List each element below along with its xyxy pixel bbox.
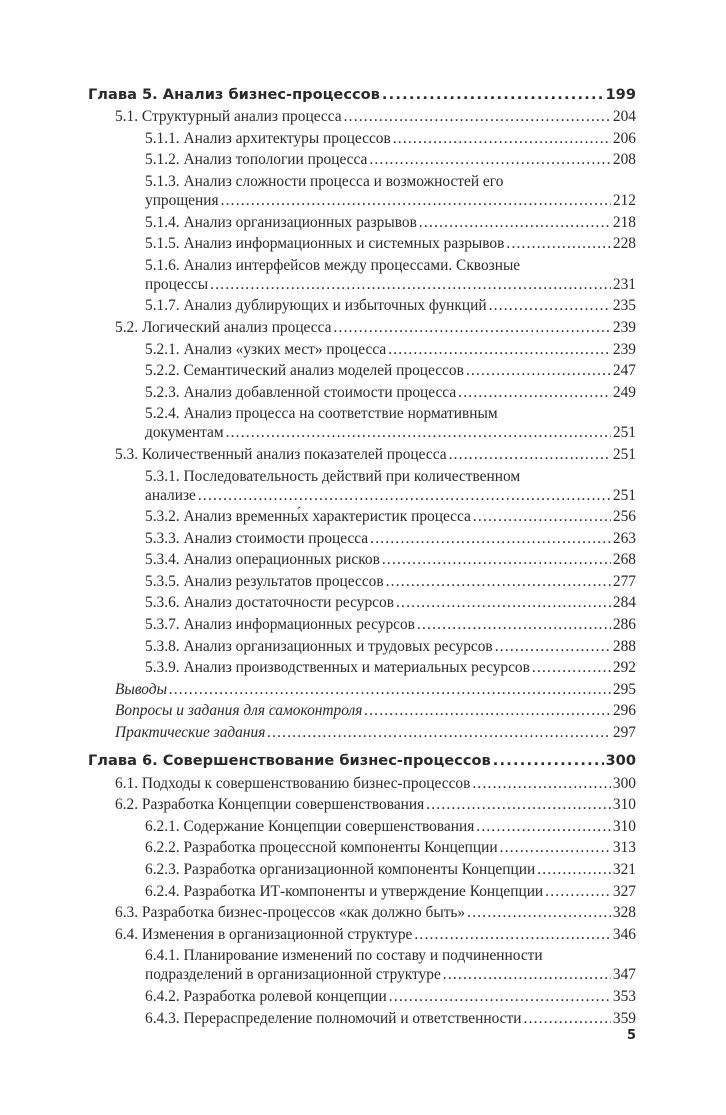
toc-entry-title: 5.2. Логический анализ процесса (115, 318, 332, 336)
toc-entry[interactable] (88, 383, 636, 402)
toc-entry-page: 359 (612, 1009, 636, 1027)
dot-leader (414, 925, 611, 944)
toc-entry[interactable] (88, 637, 636, 656)
toc-entry-page: 346 (612, 925, 636, 943)
dot-leader (449, 445, 611, 464)
toc-entry-title: 6.2. Разработка Концепции совершенствования (115, 796, 425, 814)
toc-entry-page: 206 (612, 129, 636, 147)
toc-entry-page: 327 (612, 882, 636, 900)
toc-entry-page: 300 (605, 752, 636, 770)
dot-leader (417, 615, 611, 634)
dot-leader (506, 234, 611, 253)
toc-entry-title: 6.4.3. Перераспределение полномочий и ответственности (145, 1009, 522, 1027)
dot-leader (495, 637, 611, 656)
toc-entry[interactable] (88, 404, 636, 442)
toc-entry-title: 5.1.2. Анализ топологии процесса (145, 151, 368, 169)
toc-entry-title: Глава 6. Совершенствование бизнес-процессов (88, 752, 491, 770)
dot-leader (221, 191, 611, 210)
dot-leader (344, 107, 611, 126)
toc-entry-page: 268 (612, 551, 636, 569)
toc-entry-page: 235 (612, 297, 636, 315)
toc-entry-page: 277 (612, 572, 636, 590)
toc-entry-page: 204 (612, 108, 636, 126)
toc-entry-title: 5.3.2. Анализ временны́х характеристик процесса (145, 508, 471, 526)
toc-entry[interactable] (88, 550, 636, 569)
toc-entry-title: 5.3.4. Анализ операционных рисков (145, 551, 380, 569)
toc-entry-title: 6.2.1. Содержание Концепции совершенствования (145, 817, 475, 835)
toc-entry[interactable] (88, 615, 636, 634)
toc-entry-title: 5.1. Структурный анализ процесса (115, 108, 342, 126)
toc-entry[interactable] (88, 340, 636, 359)
dot-leader (396, 593, 611, 612)
dot-leader (198, 486, 611, 505)
toc-entry-title: 5.3.5. Анализ результатов процессов (145, 572, 384, 590)
toc-entry-page: 284 (612, 594, 636, 612)
toc-entry-page: 328 (612, 904, 636, 922)
dot-leader (476, 817, 611, 836)
dot-leader (364, 701, 610, 720)
toc-entry-page: 228 (612, 235, 636, 253)
dot-leader (370, 529, 611, 548)
toc-entry[interactable] (88, 658, 636, 677)
toc-entry-page: 251 (612, 445, 636, 463)
dot-leader (169, 680, 611, 699)
toc-entry-page: 313 (612, 839, 636, 857)
toc-entry[interactable] (88, 529, 636, 548)
toc-entry-page: 251 (612, 486, 636, 504)
dot-leader (382, 85, 604, 105)
toc-entry[interactable] (88, 129, 636, 148)
toc-entry-title: 5.3.7. Анализ информационных ресурсов (145, 616, 415, 634)
toc-entry-page: 295 (612, 680, 636, 698)
toc-entry-title: 6.2.3. Разработка организационной компоненты Концепции (145, 861, 536, 878)
toc-entry-title: подразделений в организационной структуре (145, 966, 441, 984)
dot-leader (333, 318, 610, 337)
toc-entry[interactable] (88, 680, 636, 699)
dot-leader (382, 550, 611, 569)
dot-leader (369, 150, 611, 169)
toc-entry[interactable] (88, 701, 636, 720)
toc-entry[interactable] (88, 150, 636, 169)
toc-entry-title-line: 5.1.6. Анализ интерфейсов между процессами. Сквозные (145, 256, 521, 274)
toc-entry[interactable] (88, 723, 636, 742)
toc-entry[interactable] (88, 987, 636, 1006)
toc-entry[interactable] (88, 882, 636, 901)
toc-entry-title-line: 5.1.3. Анализ сложности процесса и возможностей его (145, 172, 504, 190)
toc-entry-title: Практические задания (115, 724, 266, 742)
toc-entry[interactable] (88, 213, 636, 232)
toc-entry-page: 218 (612, 213, 636, 231)
toc-entry-page: 256 (612, 508, 636, 526)
toc-entry-title: 5.1.5. Анализ информационных и системных разрывов (145, 235, 505, 253)
toc-entry-page: 300 (612, 774, 636, 792)
toc-entry-title: 6.4.2. Разработка ролевой концепции (145, 987, 387, 1005)
toc-entry-title-line: 5.2.4. Анализ процесса на соответствие нормативным (145, 405, 498, 423)
toc-entry-title-line: 5.3.1. Последовательность действий при количественном (145, 467, 521, 485)
toc-entry[interactable] (88, 296, 636, 315)
dot-leader (419, 213, 611, 232)
table-of-contents (88, 82, 636, 1028)
toc-entry-title: 5.1.4. Анализ организационных разрывов (145, 213, 417, 231)
toc-entry-title: 5.3.3. Анализ стоимости процесса (145, 529, 369, 547)
toc-entry-page: 247 (612, 362, 636, 380)
toc-entry-title: 5.3.8. Анализ организационных и трудовых ресурсов (145, 637, 493, 655)
toc-entry-page: 239 (612, 340, 636, 358)
toc-entry-title: анализе (145, 486, 196, 504)
toc-entry-page: 310 (612, 817, 636, 835)
dot-leader (489, 296, 611, 315)
toc-entry[interactable] (88, 361, 636, 380)
toc-entry[interactable] (88, 467, 636, 505)
toc-entry-title: документам (145, 424, 224, 442)
toc-entry-title: 5.3.9. Анализ производственных и материальных ресурсов (145, 659, 530, 677)
toc-entry[interactable] (88, 795, 636, 814)
dot-leader (458, 383, 611, 402)
dot-leader (467, 903, 611, 922)
toc-entry[interactable] (88, 946, 636, 984)
toc-entry-title: 5.2.1. Анализ «узких мест» процесса (145, 340, 387, 358)
toc-entry-page: 231 (612, 275, 636, 293)
toc-entry-title: 6.3. Разработка бизнес-процессов «как должно быть» (115, 904, 466, 922)
toc-entry[interactable] (88, 817, 636, 836)
toc-entry[interactable] (88, 593, 636, 612)
toc-entry-page: 239 (612, 318, 636, 336)
dot-leader (523, 1009, 610, 1028)
toc-entry-title: 5.2.2. Семантический анализ моделей процессов (145, 362, 464, 380)
page-number: 5 (626, 1028, 636, 1043)
toc-entry[interactable] (88, 256, 636, 294)
toc-entry-page: 251 (612, 424, 636, 442)
toc-entry-title: Глава 5. Анализ бизнес-процессов (88, 85, 380, 103)
dot-leader (537, 860, 611, 879)
toc-entry[interactable] (88, 838, 636, 857)
toc-entry-title: 5.3. Количественный анализ показателей процесса (115, 445, 447, 463)
dot-leader (473, 507, 611, 526)
toc-entry-page: 347 (612, 966, 636, 984)
toc-chapter[interactable] (88, 85, 636, 105)
toc-entry[interactable] (88, 234, 636, 253)
toc-entry-page: 292 (612, 659, 636, 677)
toc-entry-page: 212 (612, 191, 636, 209)
dot-leader (466, 361, 611, 380)
dot-leader (500, 838, 611, 857)
toc-entry-title: 6.2.4. Разработка ИТ-компоненты и утверждение Концепции (145, 882, 544, 900)
toc-entry-page: 297 (612, 724, 636, 742)
dot-leader (532, 658, 611, 677)
toc-entry[interactable] (88, 925, 636, 944)
toc-entry[interactable] (88, 572, 636, 591)
toc-entry-title: 6.4. Изменения в организационной структуре (115, 925, 413, 943)
dot-leader (388, 340, 611, 359)
toc-entry-title: 5.3.6. Анализ достаточности ресурсов (145, 594, 394, 612)
toc-entry-title: 5.2.3. Анализ добавленной стоимости процесса (145, 383, 457, 401)
toc-entry[interactable] (88, 172, 636, 210)
toc-entry-page: 263 (612, 529, 636, 547)
toc-entry-page: 288 (612, 637, 636, 655)
toc-entry-title: Выводы (115, 680, 168, 698)
toc-entry-page: 249 (612, 383, 636, 401)
toc-entry-page: 199 (605, 85, 636, 103)
toc-entry-page: 286 (612, 616, 636, 634)
toc-entry[interactable] (88, 318, 636, 337)
dot-leader (545, 882, 611, 901)
toc-entry-title: упрощения (145, 191, 219, 209)
toc-entry[interactable] (88, 445, 636, 464)
toc-entry-page: 296 (612, 702, 636, 720)
toc-entry[interactable] (88, 1009, 636, 1028)
dot-leader (226, 423, 611, 442)
toc-entry-title: процессы (145, 275, 209, 293)
toc-entry-title: 5.1.7. Анализ дублирующих и избыточных функций (145, 297, 487, 315)
toc-entry-page: 208 (612, 151, 636, 169)
dot-leader (426, 795, 611, 814)
toc-entry-page: 321 (612, 861, 636, 878)
toc-entry[interactable] (88, 507, 636, 526)
dot-leader (210, 275, 611, 294)
toc-entry-page: 310 (612, 796, 636, 814)
toc-entry-title-line: 6.4.1. Планирование изменений по составу и подчиненности (145, 947, 543, 965)
dot-leader (472, 774, 611, 793)
dot-leader (386, 572, 611, 591)
toc-chapter[interactable] (88, 751, 636, 771)
dot-leader (267, 723, 611, 742)
dot-leader (389, 987, 611, 1006)
toc-entry-title: 6.2.2. Разработка процессной компоненты Концепции (145, 839, 498, 857)
toc-entry-title: 6.1. Подходы к совершенствованию бизнес-процессов (115, 774, 471, 792)
dot-leader (493, 751, 604, 771)
toc-entry-title: Вопросы и задания для самоконтроля (115, 702, 363, 720)
toc-entry[interactable] (88, 860, 636, 879)
dot-leader (393, 129, 611, 148)
dot-leader (443, 965, 611, 984)
toc-entry-title: 5.1.1. Анализ архитектуры процессов (145, 129, 391, 147)
toc-entry[interactable] (88, 774, 636, 793)
toc-entry[interactable] (88, 903, 636, 922)
toc-entry[interactable] (88, 107, 636, 126)
toc-entry-page: 353 (612, 987, 636, 1005)
